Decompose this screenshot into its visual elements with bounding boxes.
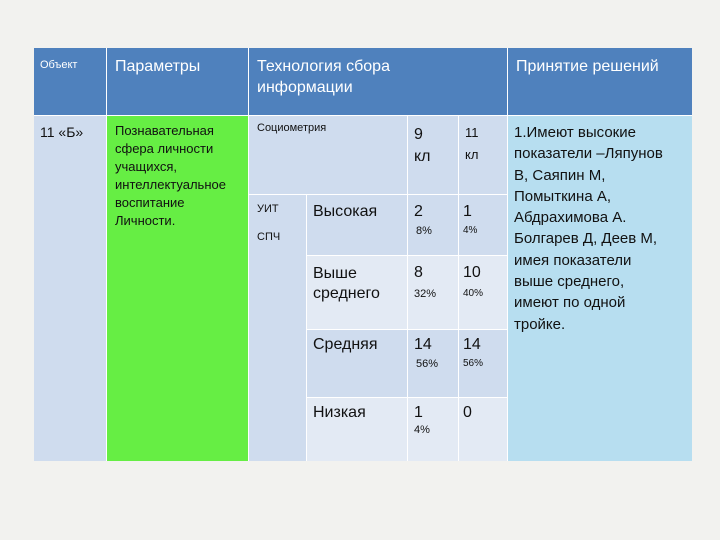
results-table: [34, 48, 692, 461]
grade9-head: [408, 116, 458, 194]
grade9-count: 1: [414, 404, 423, 421]
grade11-count: 0: [463, 404, 472, 421]
level-label: Высокая: [313, 203, 378, 220]
grade9-cell: [408, 195, 458, 255]
grade9-pct: 4%: [414, 424, 430, 436]
header-object-label: Объект: [40, 59, 78, 71]
uit-label: УИТ: [257, 203, 279, 215]
grade11-cell: [459, 256, 507, 329]
cell-object: [34, 116, 106, 461]
grade9-cell: [408, 330, 458, 397]
header-decision: [508, 48, 692, 115]
level-label: Низкая: [313, 404, 366, 421]
grade11-pct: 40%: [463, 288, 484, 299]
level-row: [307, 256, 407, 329]
header-params: [107, 48, 248, 115]
grade9-count: 14: [414, 336, 432, 353]
params-value: Познавательная сфера личности учащихся, интеллектуальное воспитание Личности.: [115, 123, 226, 228]
level-label: Выше среднего: [313, 265, 380, 302]
cell-methods: [249, 195, 306, 461]
level-row: [307, 330, 407, 397]
grade11-count: 1: [463, 203, 472, 220]
level-row: [307, 195, 407, 255]
cell-decision: [508, 116, 692, 461]
grade11-head-label: 11 кл: [465, 125, 479, 162]
grade9-head-label: 9 кл: [414, 126, 431, 165]
grade11-count: 10: [463, 264, 481, 281]
grade11-head: [459, 116, 507, 194]
grade11-cell: [459, 330, 507, 397]
header-decision-label: Принятие решений: [516, 58, 659, 75]
grade11-pct: 4%: [463, 225, 478, 236]
grade9-pct: 8%: [416, 225, 432, 237]
header-tech: [249, 48, 507, 115]
decision-text: 1.Имеют высокие показатели –Ляпунов В, Саяпин М, Помыткина А, Абдрахимова А. Болгарев Д, Деев М, имея показатели выше среднего, имеют по одной тройке.: [514, 124, 663, 333]
level-label: Средняя: [313, 336, 378, 353]
grade11-cell: [459, 398, 507, 461]
grade11-count: 14: [463, 336, 481, 353]
level-row: [307, 398, 407, 461]
grade9-pct: 32%: [414, 288, 437, 300]
sociometry-label: Социометрия: [257, 122, 327, 134]
grade11-pct: 56%: [463, 358, 484, 369]
header-params-label: Параметры: [115, 58, 201, 75]
grade11-cell: [459, 195, 507, 255]
grade9-cell: [408, 256, 458, 329]
grade9-pct: 56%: [416, 358, 439, 370]
cell-params: [107, 116, 248, 461]
spch-label: СПЧ: [257, 231, 281, 243]
grade9-cell: [408, 398, 458, 461]
cell-sociometry: [249, 116, 407, 194]
grade9-count: 2: [414, 203, 423, 220]
header-object: [34, 48, 106, 115]
grade9-count: 8: [414, 264, 423, 281]
object-value: 11 «Б»: [40, 124, 84, 140]
header-tech-label: Технология сбора информации: [257, 58, 390, 96]
